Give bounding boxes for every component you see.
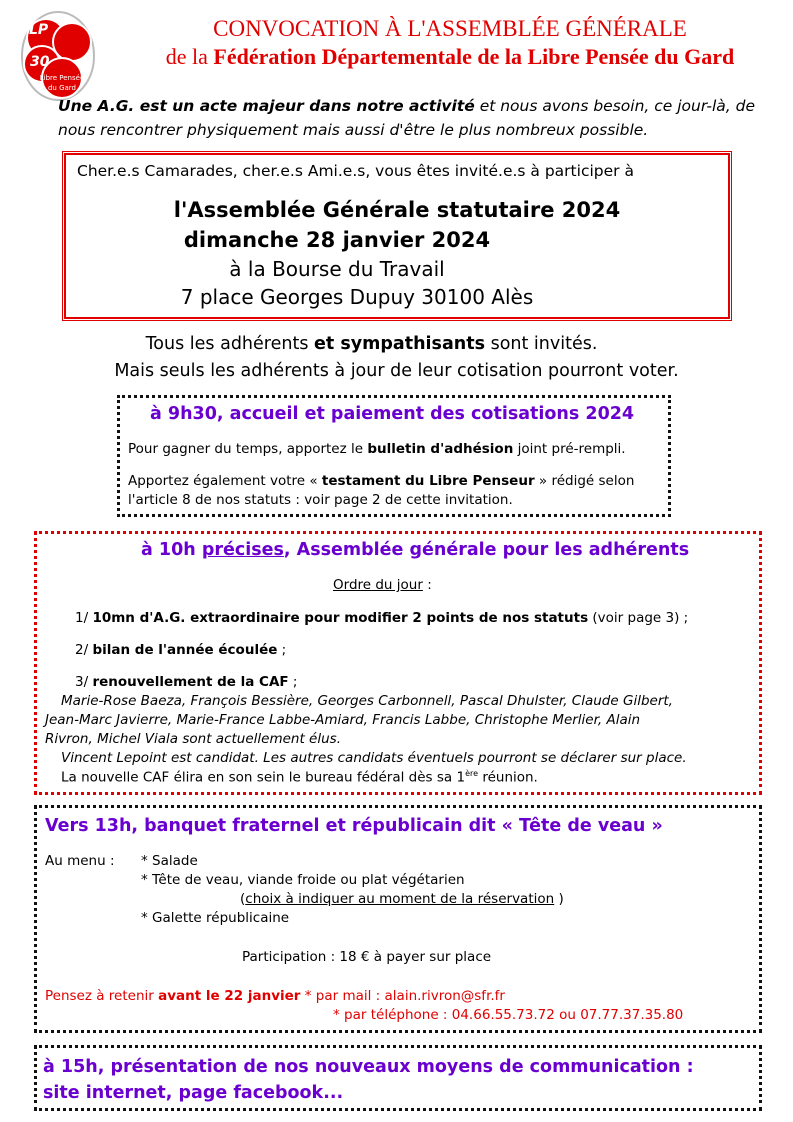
text-underlined: Ordre du jour xyxy=(333,577,423,593)
text: à 10h xyxy=(141,540,202,560)
text: réunion. xyxy=(478,769,538,786)
text: 2/ xyxy=(75,642,93,658)
elected-line-2: Jean-Marc Javierre, Marie-France Labbe-Amiard, Francis Labbe, Christophe Merlier, Alain xyxy=(45,712,641,728)
text-bold: bulletin d'adhésion xyxy=(367,441,514,457)
choice-note xyxy=(240,891,564,907)
welcome-p1 xyxy=(128,440,626,459)
subtitle-prefix: de la xyxy=(165,44,214,69)
invitation-box xyxy=(62,151,732,321)
welcome-p2 xyxy=(128,472,634,491)
event-date: dimanche 28 janvier 2024 xyxy=(183,228,491,252)
libre-pensee-logo xyxy=(20,10,96,102)
agenda-item-3 xyxy=(75,674,297,690)
elected-line-3: Rivron, Michel Viala sont actuellement élus. xyxy=(45,731,341,747)
svg-text:30: 30 xyxy=(30,54,50,70)
text: Pensez à retenir xyxy=(45,988,159,1004)
reservation-email[interactable]: * par mail : alain.rivron@sfr.fr xyxy=(300,988,505,1004)
agenda-title xyxy=(333,577,432,593)
communication-box xyxy=(34,1045,762,1111)
text-bold: renouvellement de la CAF xyxy=(92,674,289,690)
intro-paragraph xyxy=(58,94,778,142)
svg-text:du Gard: du Gard xyxy=(47,84,77,92)
menu-item: * Galette républicaine xyxy=(141,910,290,926)
text: : xyxy=(422,577,432,593)
bureau-note xyxy=(61,769,538,786)
text: ; xyxy=(277,642,287,658)
svg-text:Libre Pensée: Libre Pensée xyxy=(39,74,85,82)
text: joint pré-rempli. xyxy=(513,441,626,457)
text: ( xyxy=(240,891,246,907)
menu-item: * Salade xyxy=(141,853,198,869)
welcome-heading: à 9h30, accueil et paiement des cotisations 2024 xyxy=(150,404,635,424)
assembly-box xyxy=(34,531,762,795)
agenda-item-1 xyxy=(75,610,688,626)
menu-label: Au menu : xyxy=(45,853,115,869)
text: sont invités. xyxy=(485,334,598,354)
text: 3/ xyxy=(75,674,93,690)
banquet-heading: Vers 13h, banquet fraternel et républicain dit « Tête de veau » xyxy=(45,816,663,836)
text-bold: testament du Libre Penseur xyxy=(321,473,535,489)
greeting: Cher.e.s Camarades, cher.e.s Ami.e.s, vous êtes invité.e.s à participer à xyxy=(77,162,634,180)
communication-line-1: à 15h, présentation de nos nouveaux moyens de communication : xyxy=(43,1057,694,1077)
candidate-note: Vincent Lepoint est candidat. Les autres candidats éventuels pourront se déclarer sur place. xyxy=(61,750,687,766)
subtitle-bold: Fédération Départementale de la Libre Pensée du Gard xyxy=(213,44,735,69)
attendance-line-2: Mais seuls les adhérents à jour de leur cotisation pourront voter. xyxy=(114,361,679,381)
text: Tous les adhérents xyxy=(145,334,314,354)
event-address: 7 place Georges Dupuy 30100 Alès xyxy=(180,285,534,309)
text: » rédigé selon xyxy=(534,473,635,489)
event-place: à la Bourse du Travail xyxy=(229,257,445,281)
communication-text xyxy=(43,1054,694,1106)
document-subtitle xyxy=(110,44,790,70)
attendance-note xyxy=(0,331,793,385)
text: ) xyxy=(554,891,564,907)
text: 1/ xyxy=(75,610,93,626)
text: ; xyxy=(288,674,298,690)
assembly-heading xyxy=(141,540,689,560)
text: , Assemblée générale pour les adhérents xyxy=(283,540,690,560)
banquet-box xyxy=(34,805,762,1033)
svg-text:LP: LP xyxy=(29,22,49,38)
event-name: l'Assemblée Générale statutaire 2024 xyxy=(173,198,621,222)
price: Participation : 18 € à payer sur place xyxy=(242,949,492,965)
text-bold: 10mn d'A.G. extraordinaire pour modifier 2 points de nos statuts xyxy=(92,610,589,626)
text-bold: et sympathisants xyxy=(314,334,486,354)
communication-line-2: site internet, page facebook... xyxy=(43,1083,344,1103)
menu-item: * Tête de veau, viande froide ou plat végétarien xyxy=(141,872,465,888)
agenda-item-2 xyxy=(75,642,286,658)
text-underlined: précises xyxy=(201,540,284,560)
welcome-box xyxy=(117,395,671,517)
text-bold: bilan de l'année écoulée xyxy=(92,642,278,658)
intro-rest: et nous avons besoin, ce jour-là, de nous rencontrer physiquement mais aussi d'être le plus nombreux possible. xyxy=(58,97,756,139)
reservation-phone: * par téléphone : 04.66.55.73.72 ou 07.77.37.35.80 xyxy=(333,1007,684,1023)
elected-line-1: Marie-Rose Baeza, François Bessière, Georges Carbonnell, Pascal Dhulster, Claude Gilbert, xyxy=(61,693,673,709)
superscript: ère xyxy=(465,769,479,778)
text: (voir page 3) ; xyxy=(588,610,689,626)
text-underlined: choix à indiquer au moment de la réservation xyxy=(245,891,555,907)
text: La nouvelle CAF élira en son sein le bureau fédéral dès sa 1 xyxy=(61,769,466,786)
text-bold: avant le 22 janvier xyxy=(158,988,301,1004)
attendance-line-1 xyxy=(0,331,793,358)
text: Pour gagner du temps, apportez le xyxy=(128,441,368,457)
text: Apportez également votre « xyxy=(128,473,322,489)
reservation-note xyxy=(45,988,505,1004)
welcome-p3: l'article 8 de nos statuts : voir page 2 de cette invitation. xyxy=(128,492,513,508)
document-title: CONVOCATION À L'ASSEMBLÉE GÉNÉRALE xyxy=(213,16,687,41)
intro-bold: Une A.G. est un acte majeur dans notre activité xyxy=(58,97,475,115)
